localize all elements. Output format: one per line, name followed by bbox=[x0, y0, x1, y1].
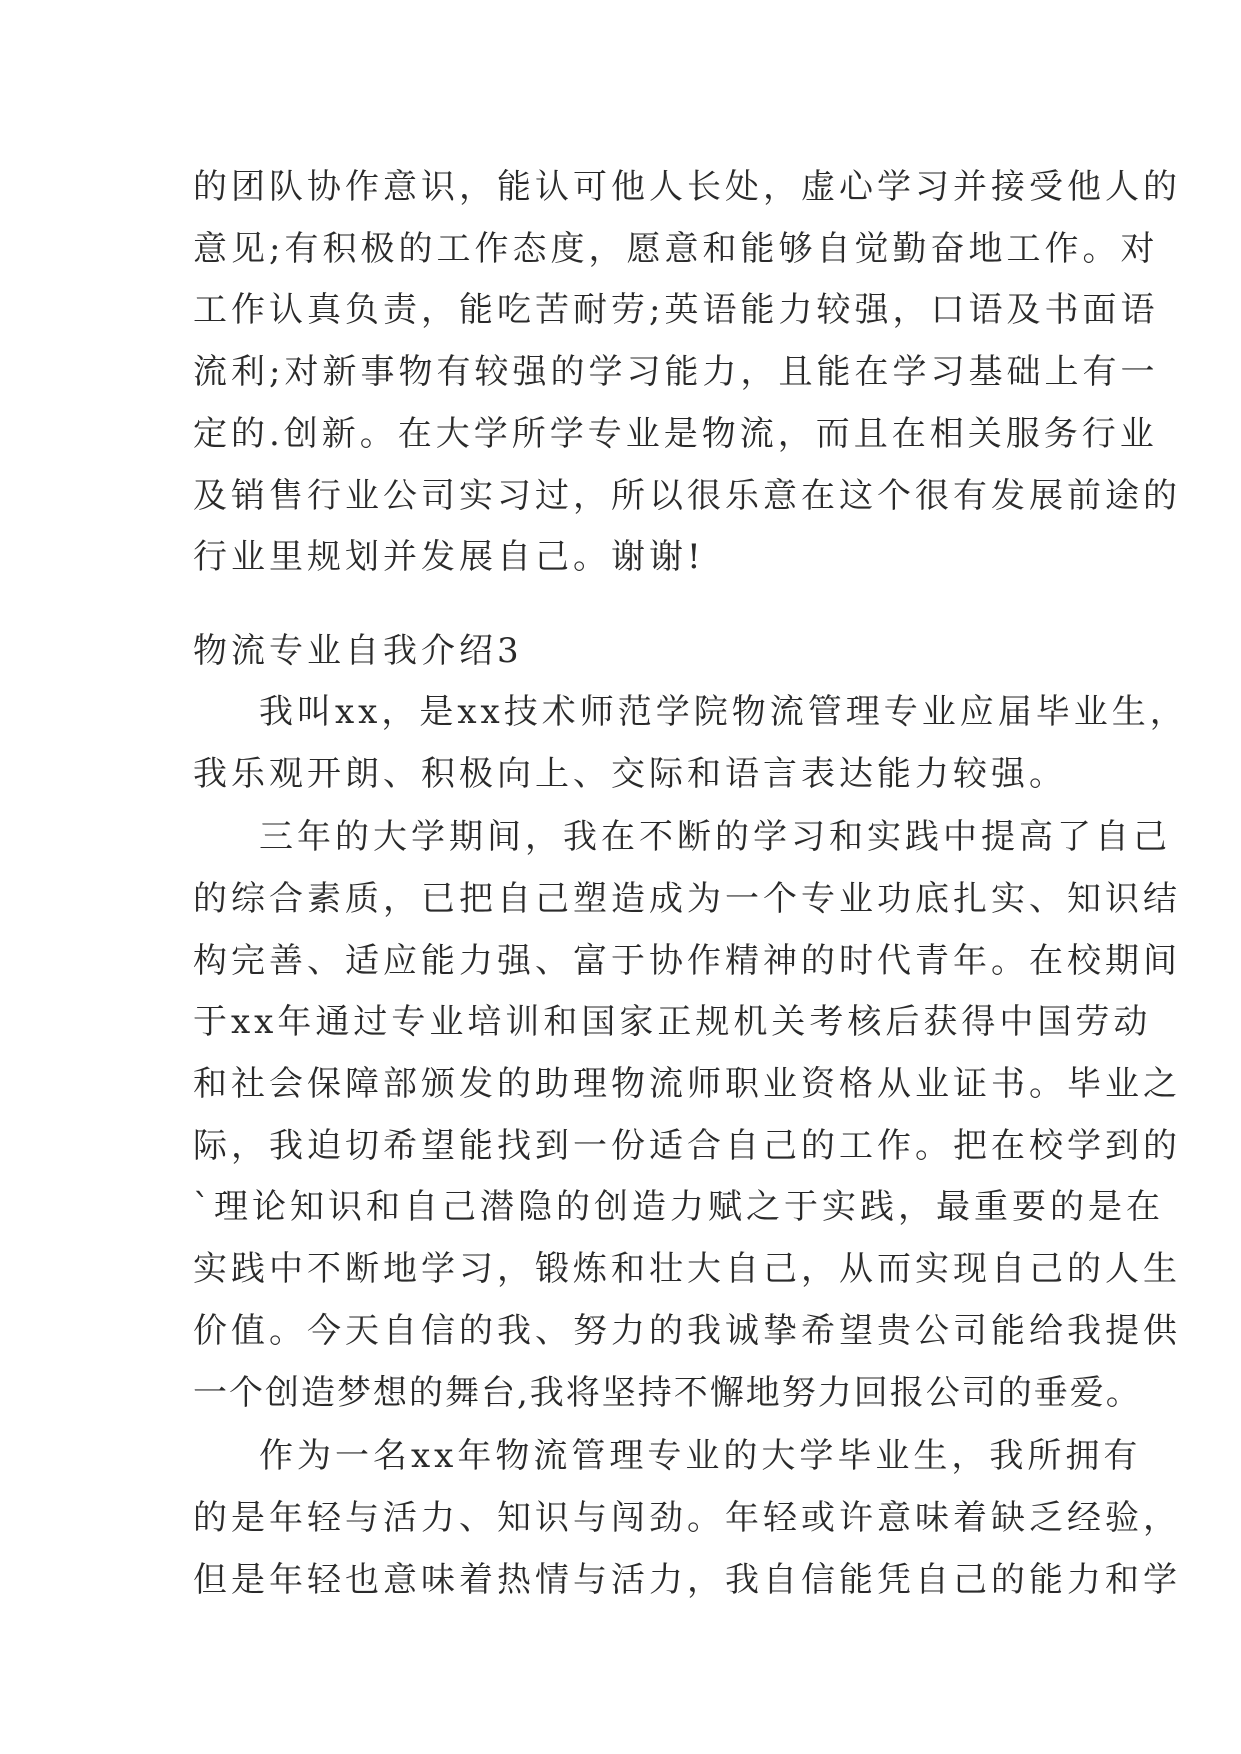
text-line: 作为一名xx年物流管理专业的大学毕业生，我所拥有 bbox=[259, 1436, 1142, 1476]
text-line: 的是年轻与活力、知识与闯劲。年轻或许意味着缺乏经验， bbox=[193, 1498, 1181, 1538]
text-line: 定的.创新。在大学所学专业是物流，而且在相关服务行业 bbox=[193, 414, 1158, 454]
text-line: 我叫xx，是xx技术师范学院物流管理专业应届毕业生， bbox=[259, 692, 1188, 732]
text-line: 的团队协作意识，能认可他人长处，虚心学习并接受他人的 bbox=[193, 167, 1181, 207]
text-line: 流利;对新事物有较强的学习能力，且能在学习基础上有一 bbox=[193, 352, 1159, 392]
text-line: 三年的大学期间，我在不断的学习和实践中提高了自己 bbox=[259, 817, 1171, 857]
section-heading: 物流专业自我介绍3 bbox=[193, 631, 523, 671]
text-line: 我乐观开朗、积极向上、交际和语言表达能力较强。 bbox=[193, 754, 1067, 794]
text-line: 和社会保障部颁发的助理物流师职业资格从业证书。毕业之 bbox=[193, 1064, 1181, 1104]
text-line: 工作认真负责，能吃苦耐劳;英语能力较强，口语及书面语 bbox=[193, 290, 1159, 330]
text-line: 构完善、适应能力强、富于协作精神的时代青年。在校期间 bbox=[193, 941, 1181, 981]
text-line: 但是年轻也意味着热情与活力，我自信能凭自己的能力和学 bbox=[193, 1560, 1181, 1600]
text-line: 实践中不断地学习，锻炼和壮大自己，从而实现自己的人生 bbox=[193, 1249, 1181, 1289]
text-line: 的综合素质，已把自己塑造成为一个专业功底扎实、知识结 bbox=[193, 879, 1181, 919]
text-line: 价值。今天自信的我、努力的我诚挚希望贵公司能给我提供 bbox=[193, 1311, 1181, 1351]
text-line: 意见;有积极的工作态度，愿意和能够自觉勤奋地工作。对 bbox=[193, 229, 1159, 269]
text-line: 于xx年通过专业培训和国家正规机关考核后获得中国劳动 bbox=[193, 1002, 1152, 1042]
text-line: 际，我迫切希望能找到一份适合自己的工作。把在校学到的 bbox=[193, 1126, 1181, 1166]
text-line: `理论知识和自己潜隐的创造力赋之于实践，最重要的是在 bbox=[193, 1187, 1164, 1227]
text-line: 行业里规划并发展自己。谢谢! bbox=[193, 537, 705, 577]
text-line: 及销售行业公司实习过，所以很乐意在这个很有发展前途的 bbox=[193, 476, 1181, 516]
text-line: 一个创造梦想的舞台,我将坚持不懈地努力回报公司的垂爱。 bbox=[193, 1373, 1142, 1413]
